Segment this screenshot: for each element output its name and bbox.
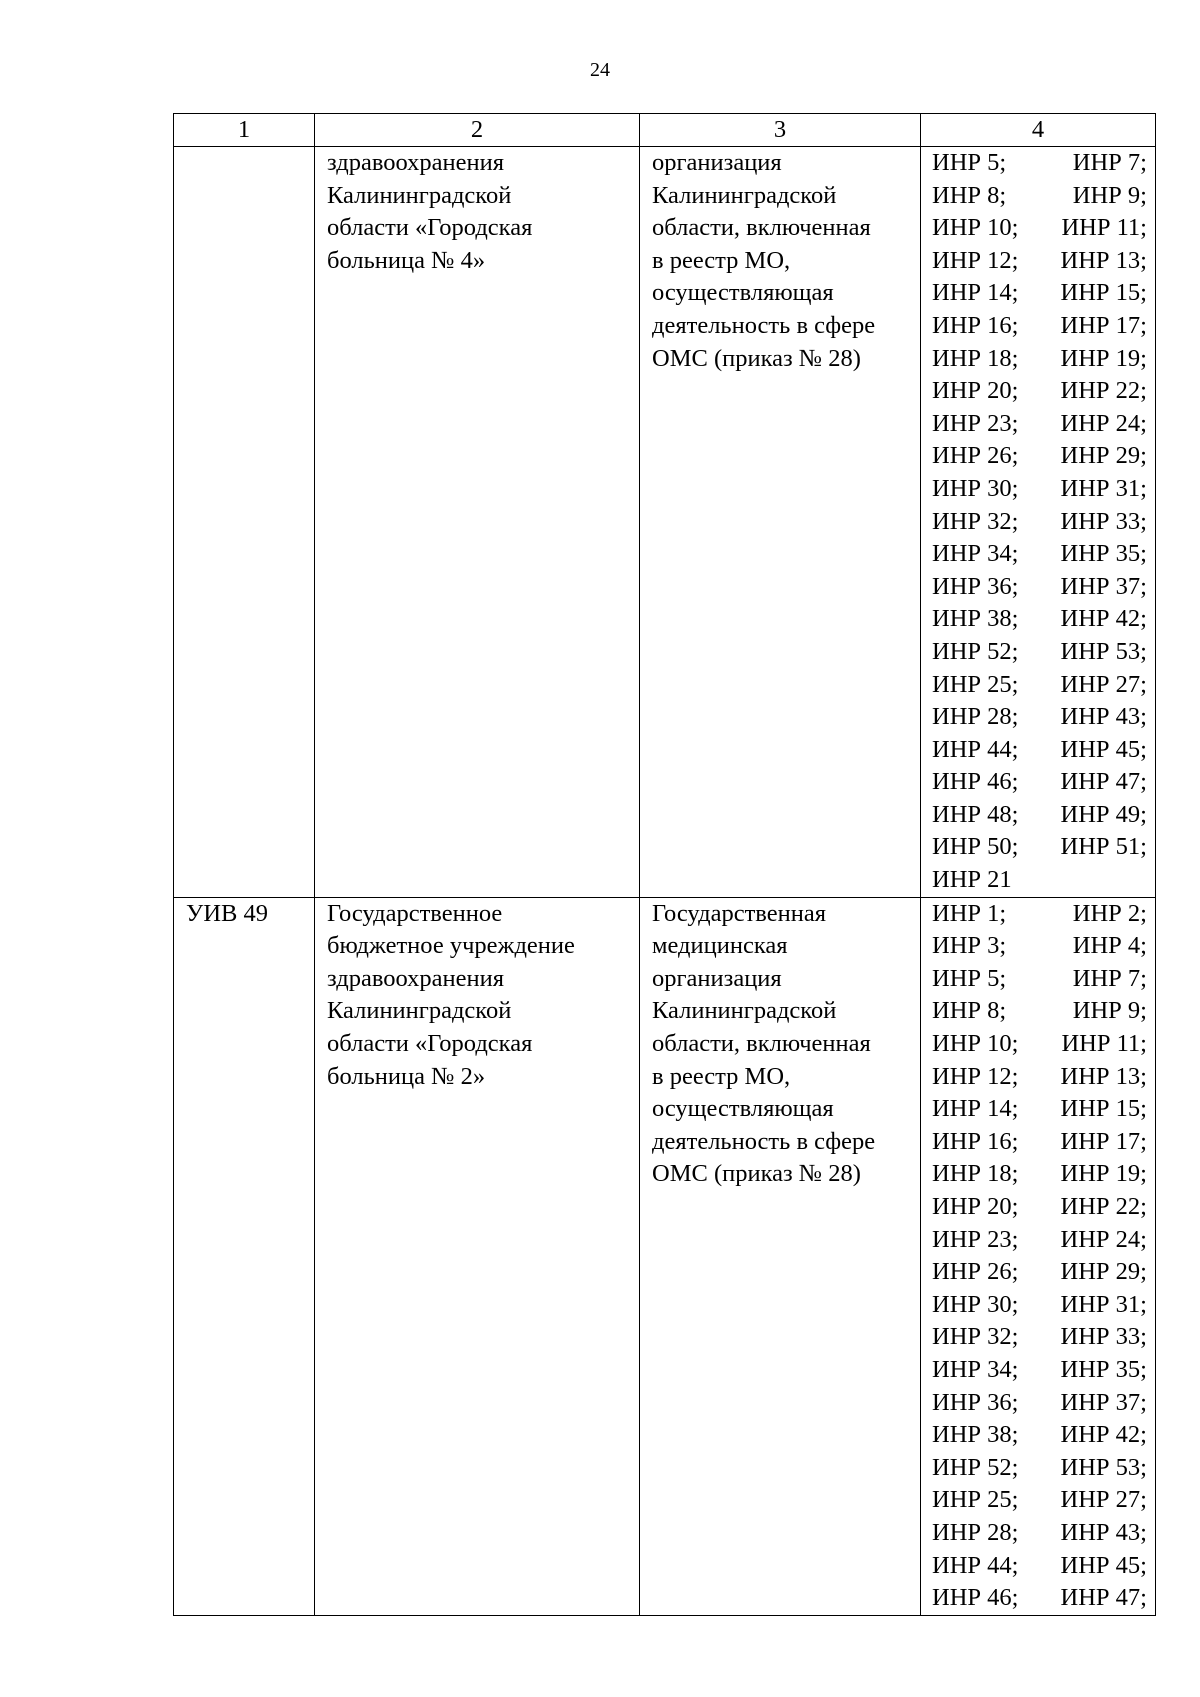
- inr-code: ИНР 42;: [1060, 1421, 1147, 1449]
- inr-code: ИНР 8;: [932, 181, 1007, 209]
- inr-code: ИНР 17;: [1060, 1127, 1147, 1155]
- inr-codes-line: [932, 212, 1147, 245]
- inr-code: ИНР 44;: [932, 1551, 1019, 1579]
- inr-codes-line: [932, 701, 1147, 734]
- organization-description-line: в реестр МО,: [652, 246, 791, 274]
- inr-code: ИНР 27;: [1060, 1486, 1147, 1514]
- inr-code: ИНР 28;: [932, 1518, 1019, 1546]
- inr-code: ИНР 9;: [1072, 181, 1147, 209]
- organization-description-cell: [640, 897, 921, 1615]
- inr-codes-line: [932, 1093, 1147, 1126]
- inr-code: ИНР 27;: [1060, 670, 1147, 698]
- organization-description-line: области, включенная: [652, 1030, 871, 1058]
- inr-code: ИНР 38;: [932, 605, 1019, 633]
- inr-codes-line: [932, 831, 1147, 864]
- column-header-4: 4: [921, 114, 1156, 147]
- inr-code: ИНР 38;: [932, 1421, 1019, 1449]
- inr-codes-line: [932, 1582, 1147, 1615]
- organization-description-line: медицинская: [652, 932, 788, 960]
- inr-code: ИНР 35;: [1060, 540, 1147, 568]
- organization-description-line: деятельность в сфере: [652, 1127, 876, 1155]
- organization-description-line: ОМС (приказ № 28): [652, 344, 861, 372]
- inr-codes-line: [932, 963, 1147, 996]
- inr-codes-line: [932, 1028, 1147, 1061]
- inr-code: ИНР 23;: [932, 409, 1019, 437]
- row-code-cell: [174, 897, 315, 1615]
- document-table: [173, 113, 1156, 1616]
- inr-codes-line: [932, 1419, 1147, 1452]
- organization-name-line: больница № 4»: [327, 246, 486, 274]
- organization-description-line: ОМС (приказ № 28): [652, 1160, 861, 1188]
- column-header-1: 1: [174, 114, 315, 147]
- inr-codes-line: [932, 995, 1147, 1028]
- organization-name-line: больница № 2»: [327, 1062, 486, 1090]
- inr-codes-line: [932, 506, 1147, 539]
- inr-code: ИНР 20;: [932, 377, 1019, 405]
- inr-codes-line: [932, 799, 1147, 832]
- organization-name-line: Государственное: [327, 899, 503, 927]
- inr-code: ИНР 46;: [932, 768, 1019, 796]
- inr-code: ИНР 25;: [932, 670, 1019, 698]
- inr-codes-line: [932, 310, 1147, 343]
- organization-description-line: в реестр МО,: [652, 1062, 791, 1090]
- table-row: [174, 147, 1156, 898]
- inr-codes-line: [932, 1126, 1147, 1159]
- inr-code: ИНР 29;: [1060, 442, 1147, 470]
- inr-code: ИНР 34;: [932, 540, 1019, 568]
- inr-code: ИНР 30;: [932, 474, 1019, 502]
- inr-code: ИНР 53;: [1060, 1453, 1147, 1481]
- inr-code: ИНР 11;: [1061, 214, 1147, 242]
- inr-code: ИНР 5;: [932, 964, 1007, 992]
- inr-code: ИНР 3;: [932, 932, 1007, 960]
- inr-code: ИНР 45;: [1060, 1551, 1147, 1579]
- organization-description-line: Государственная: [652, 899, 826, 927]
- inr-code: ИНР 36;: [932, 572, 1019, 600]
- row-code: УИВ 49: [186, 899, 269, 927]
- inr-codes-line: [932, 636, 1147, 669]
- inr-codes-line: [932, 1224, 1147, 1257]
- organization-name-line: области «Городская: [327, 1030, 533, 1058]
- organization-description-line: Калининградской: [652, 181, 837, 209]
- inr-code: ИНР 14;: [932, 1095, 1019, 1123]
- inr-codes-line: [932, 408, 1147, 441]
- inr-codes-line: [932, 1256, 1147, 1289]
- inr-code: ИНР 13;: [1060, 1062, 1147, 1090]
- inr-code: ИНР 45;: [1060, 735, 1147, 763]
- page-number: 24: [590, 59, 610, 81]
- inr-code: ИНР 52;: [932, 1453, 1019, 1481]
- column-header-3: 3: [640, 114, 921, 147]
- inr-code: ИНР 5;: [932, 149, 1007, 176]
- organization-description-line: осуществляющая: [652, 279, 834, 307]
- inr-code: ИНР 4;: [1072, 932, 1147, 960]
- organization-description-cell: [640, 147, 921, 898]
- inr-codes-cell: [921, 897, 1156, 1615]
- inr-codes-line: [932, 1387, 1147, 1420]
- inr-codes-cell: [921, 147, 1156, 898]
- inr-code: ИНР 11;: [1061, 1030, 1147, 1058]
- inr-code: ИНР 2;: [1072, 899, 1147, 927]
- inr-codes-line: [932, 343, 1147, 376]
- inr-codes-line: [932, 734, 1147, 767]
- inr-code: ИНР 31;: [1060, 474, 1147, 502]
- organization-description-line: осуществляющая: [652, 1095, 834, 1123]
- inr-code: ИНР 33;: [1060, 1323, 1147, 1351]
- inr-code: ИНР 35;: [1060, 1355, 1147, 1383]
- inr-codes-line: [932, 375, 1147, 408]
- inr-code: ИНР 22;: [1060, 1193, 1147, 1220]
- inr-code: ИНР 53;: [1060, 637, 1147, 665]
- inr-codes-line: [932, 1191, 1147, 1224]
- inr-code: ИНР 43;: [1060, 703, 1147, 731]
- inr-code: ИНР 47;: [1060, 1584, 1147, 1612]
- inr-codes-line: [932, 473, 1147, 506]
- organization-description-line: организация: [652, 149, 782, 176]
- organization-name-line: Калининградской: [327, 997, 512, 1025]
- inr-code: ИНР 18;: [932, 1160, 1019, 1188]
- inr-code: ИНР 26;: [932, 1258, 1019, 1286]
- inr-code: ИНР 16;: [932, 1127, 1019, 1155]
- inr-codes-line: [932, 930, 1147, 963]
- inr-codes-line: [932, 440, 1147, 473]
- inr-code: ИНР 28;: [932, 703, 1019, 731]
- inr-code: ИНР 24;: [1060, 409, 1147, 437]
- inr-code: ИНР 32;: [932, 507, 1019, 535]
- inr-codes-line: [932, 180, 1147, 213]
- inr-code: ИНР 22;: [1060, 377, 1147, 405]
- row-code-cell: [174, 147, 315, 898]
- inr-code: ИНР 1;: [932, 899, 1007, 927]
- inr-codes-line: [932, 1484, 1147, 1517]
- inr-codes-line: [932, 1517, 1147, 1550]
- inr-code: ИНР 21: [932, 866, 1012, 894]
- inr-code: ИНР 10;: [932, 1030, 1019, 1058]
- table-header-row: [174, 114, 1156, 147]
- inr-code: ИНР 43;: [1060, 1518, 1147, 1546]
- inr-codes-line: [932, 1452, 1147, 1485]
- table-body: [174, 147, 1156, 1616]
- inr-code: ИНР 20;: [932, 1193, 1019, 1220]
- inr-code: ИНР 51;: [1060, 833, 1147, 861]
- inr-code: ИНР 12;: [932, 1062, 1019, 1090]
- inr-code: ИНР 8;: [932, 997, 1007, 1025]
- inr-code: ИНР 44;: [932, 735, 1019, 763]
- organization-description-line: области, включенная: [652, 214, 871, 242]
- inr-code: ИНР 49;: [1060, 800, 1147, 828]
- inr-codes-line: [932, 766, 1147, 799]
- inr-code: ИНР 9;: [1072, 997, 1147, 1025]
- inr-code: ИНР 29;: [1060, 1258, 1147, 1286]
- inr-codes-line: [932, 603, 1147, 636]
- organization-description-line: организация: [652, 964, 782, 992]
- inr-codes-line: [932, 245, 1147, 278]
- inr-code: ИНР 46;: [932, 1584, 1019, 1612]
- inr-code: ИНР 52;: [932, 637, 1019, 665]
- organization-name-line: области «Городская: [327, 214, 533, 242]
- inr-code: ИНР 7;: [1072, 149, 1147, 176]
- organization-name-line: Калининградской: [327, 181, 512, 209]
- inr-codes-line: [932, 1354, 1147, 1387]
- inr-code: ИНР 16;: [932, 311, 1019, 339]
- inr-code: ИНР 26;: [932, 442, 1019, 470]
- inr-code: ИНР 19;: [1060, 1160, 1147, 1188]
- organization-name-cell: [315, 897, 640, 1615]
- inr-code: ИНР 50;: [932, 833, 1019, 861]
- inr-code: ИНР 15;: [1060, 1095, 1147, 1123]
- inr-codes-line: [932, 538, 1147, 571]
- inr-codes-line: [932, 147, 1147, 180]
- inr-codes-line: [932, 1158, 1147, 1191]
- table-row: [174, 897, 1156, 1615]
- inr-code: ИНР 15;: [1060, 279, 1147, 307]
- inr-code: ИНР 18;: [932, 344, 1019, 372]
- inr-code: ИНР 7;: [1072, 964, 1147, 992]
- inr-codes-line: [932, 864, 1147, 897]
- inr-code: ИНР 25;: [932, 1486, 1019, 1514]
- organization-name-cell: [315, 147, 640, 898]
- inr-code: ИНР 47;: [1060, 768, 1147, 796]
- organization-description-line: Калининградской: [652, 997, 837, 1025]
- inr-codes-line: [932, 571, 1147, 604]
- inr-codes-line: [932, 898, 1147, 931]
- inr-codes-line: [932, 1321, 1147, 1354]
- inr-code: ИНР 36;: [932, 1388, 1019, 1416]
- inr-code: ИНР 48;: [932, 800, 1019, 828]
- inr-codes-line: [932, 277, 1147, 310]
- inr-code: ИНР 37;: [1060, 572, 1147, 600]
- inr-code: ИНР 42;: [1060, 605, 1147, 633]
- inr-code: ИНР 10;: [932, 214, 1019, 242]
- inr-code: ИНР 30;: [932, 1290, 1019, 1318]
- inr-code: ИНР 33;: [1060, 507, 1147, 535]
- inr-code: ИНР 14;: [932, 279, 1019, 307]
- organization-name-line: здравоохранения: [327, 964, 504, 992]
- inr-code: ИНР 12;: [932, 246, 1019, 274]
- organization-name-line: здравоохранения: [327, 149, 504, 176]
- inr-codes-line: [932, 1061, 1147, 1094]
- inr-code: ИНР 34;: [932, 1355, 1019, 1383]
- inr-code: ИНР 24;: [1060, 1225, 1147, 1253]
- inr-code: ИНР 31;: [1060, 1290, 1147, 1318]
- inr-code: ИНР 23;: [932, 1225, 1019, 1253]
- column-header-2: 2: [315, 114, 640, 147]
- organization-description-line: деятельность в сфере: [652, 311, 876, 339]
- inr-code: ИНР 17;: [1060, 311, 1147, 339]
- inr-codes-line: [932, 1550, 1147, 1583]
- inr-codes-line: [932, 669, 1147, 702]
- inr-codes-line: [932, 1289, 1147, 1322]
- inr-code: ИНР 19;: [1060, 344, 1147, 372]
- organization-name-line: бюджетное учреждение: [327, 932, 575, 960]
- inr-code: ИНР 32;: [932, 1323, 1019, 1351]
- inr-code: ИНР 13;: [1060, 246, 1147, 274]
- inr-code: ИНР 37;: [1060, 1388, 1147, 1416]
